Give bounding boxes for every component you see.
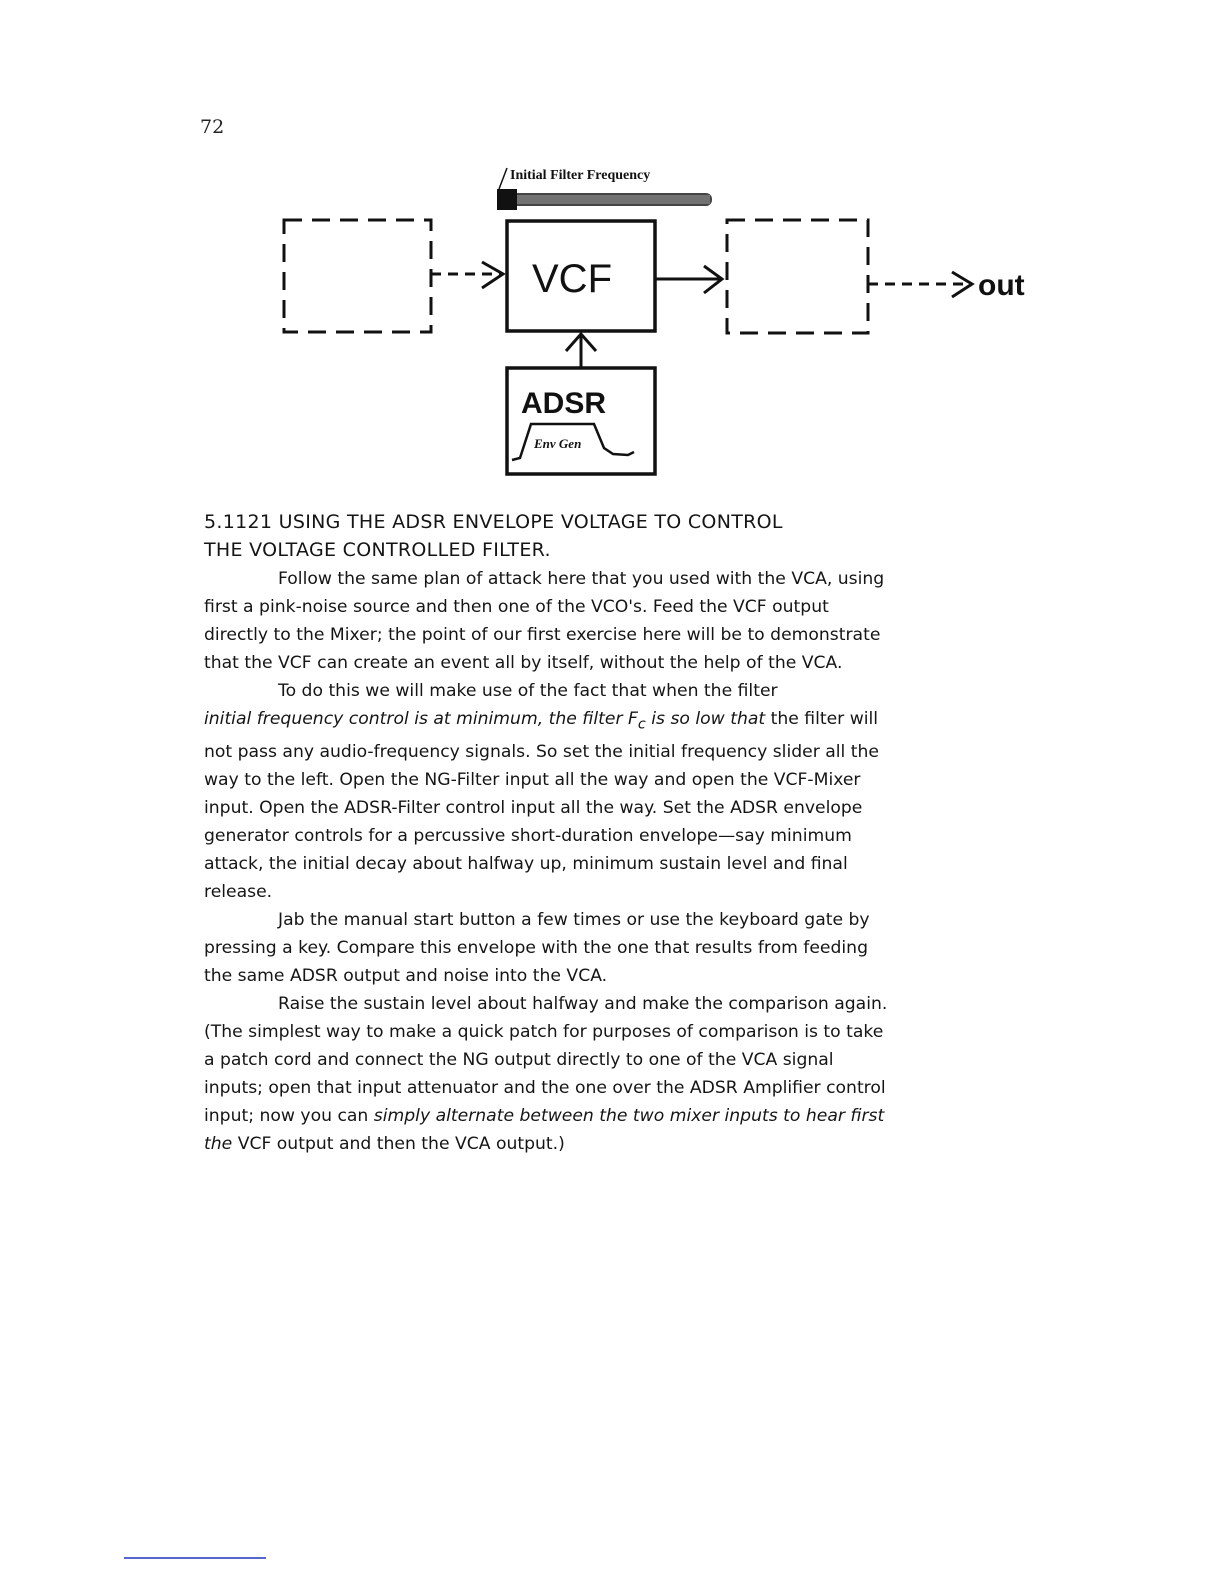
heading-line-1: 5.1121 USING THE ADSR ENVELOPE VOLTAGE TO CONTROL <box>204 511 783 533</box>
page-number: 72 <box>200 116 225 138</box>
paragraph-4: Raise the sustain level about halfway and make the comparison again. (The simplest way to make a quick patch for purposes of comparison is to take a patch cord and connect the NG output directly to one of the VCA signal inputs; open that input attenuator and the one over the ADSR Amplifier control input; now you can simply alternate between the two mixer inputs to hear first the VCF output and then the VCA output.) <box>204 994 888 1155</box>
vcf-patch-diagram <box>0 0 1224 500</box>
adsr-box <box>507 368 655 474</box>
left-dashed-module <box>284 220 431 332</box>
footnote-rule <box>124 1557 266 1559</box>
paragraph-2-italic: initial frequency control is at minimum, the filter $F_c$ is so low that <box>204 709 766 733</box>
section-heading <box>204 508 894 564</box>
vcf-label: VCF <box>532 257 612 301</box>
adsr-label: ADSR <box>521 387 607 420</box>
paragraph-4-italic: simply alternate between the two mixer inputs to hear first the <box>204 1106 885 1155</box>
env-gen-label: Env Gen <box>534 436 582 451</box>
paragraph-2: To do this we will make use of the fact that when the filter initial frequency control is at minimum, the filter $F_c$ is so low that the filter will not pass any audio-frequency signals. So set the initial frequency slider all the way to the left. Open the NG-Filter input all the way and open the VCF-Mixer input. Open the ADSR-Filter control input all the way. Set the ADSR envelope generator controls for a percussive short-duration envelope—say minimum attack, the initial decay about halfway up, minimum sustain level and final release. <box>204 681 879 903</box>
paragraph-3: Jab the manual start button a few times or use the keyboard gate by pressing a key. Compare this envelope with the one that results from feeding the same ADSR output and noise into the VCA. <box>204 910 870 987</box>
right-dashed-module <box>727 220 868 333</box>
slider-label: Initial Filter Frequency <box>510 168 651 183</box>
body-text <box>204 508 894 1158</box>
paragraph-1: Follow the same plan of attack here that you used with the VCA, using first a pink-noise source and then one of the VCO's. Feed the VCF output directly to the Mixer; the point of our first exercise here will be to demonstrate that the VCF can create an event all by itself, without the help of the VCA. <box>204 569 885 673</box>
out-label: out <box>978 269 1025 302</box>
slider-knob <box>497 189 517 210</box>
heading-line-2: THE VOLTAGE CONTROLLED FILTER. <box>204 539 551 561</box>
